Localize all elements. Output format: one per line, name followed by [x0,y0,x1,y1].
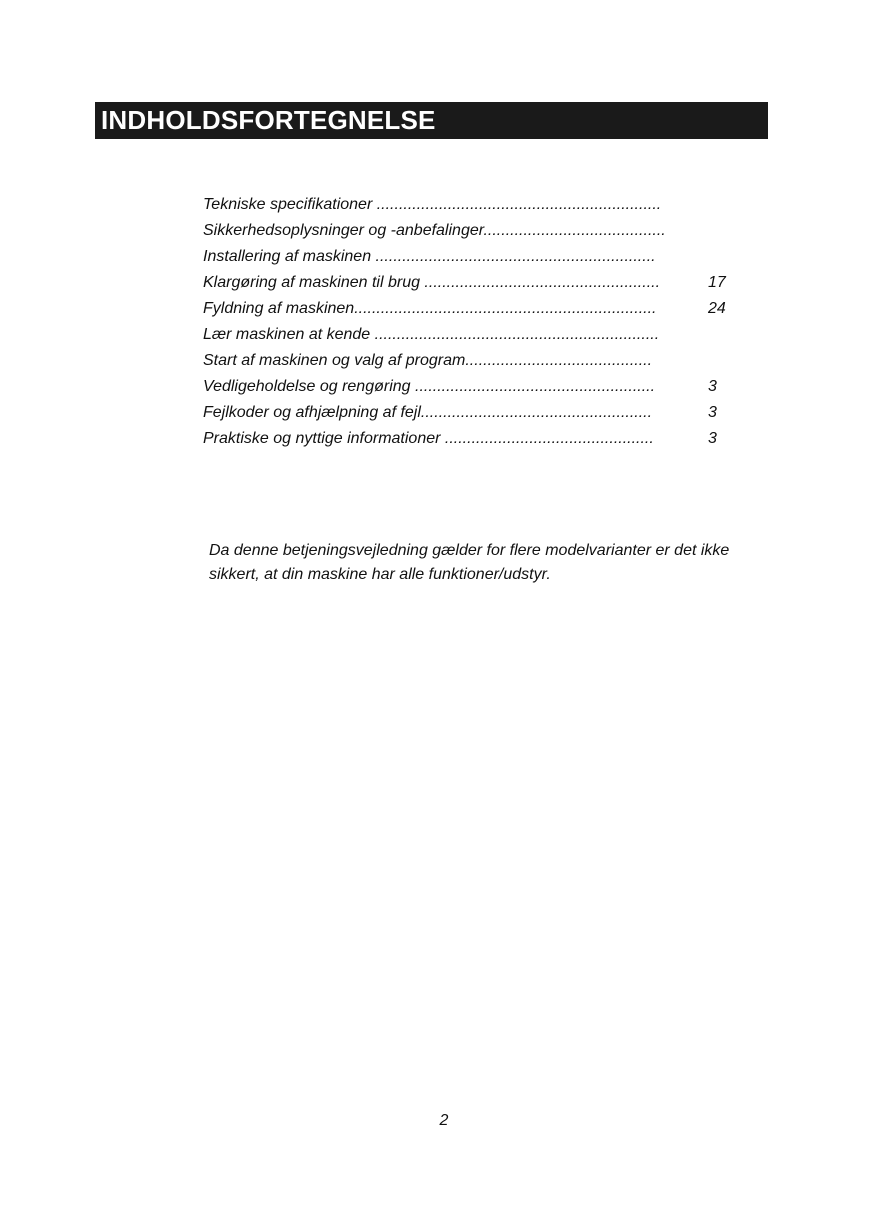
toc-entry[interactable] [203,400,743,426]
toc-entry-text: Tekniske specifikationer ................................................................ [203,196,662,213]
table-of-contents [203,192,743,452]
toc-entry-text: Start af maskinen og valg af program.......................................... [203,352,653,369]
toc-entry-text: Fejlkoder og afhjælpning af fejl.................................................... [203,404,653,421]
toc-entry[interactable] [203,218,743,244]
toc-entry-text: Installering af maskinen ............................................................... [203,248,656,265]
toc-entry-page: 24 [708,300,726,317]
toc-entry[interactable] [203,426,743,452]
toc-entry[interactable] [203,296,743,322]
toc-entry-text: Sikkerhedsoplysninger og -anbefalinger......................................... [203,222,666,239]
toc-entry-text: Klargøring af maskinen til brug ..................................................... [203,274,661,291]
toc-entry-text: Vedligeholdelse og rengøring ...................................................... [203,378,656,395]
page-title: INDHOLDSFORTEGNELSE [95,102,768,139]
model-variant-note: Da denne betjeningsvejledning gælder for flere modelvarianter er det ikke sikkert, at din maskine har alle funktioner/udstyr. [209,542,730,583]
toc-entry[interactable] [203,270,743,296]
toc-entry-text: Lær maskinen at kende ................................................................ [203,326,660,343]
toc-entry[interactable] [203,244,743,270]
toc-entry-page: 3 [708,378,717,395]
toc-entry[interactable] [203,322,743,348]
toc-entry-page: 17 [708,274,726,291]
toc-entry[interactable] [203,192,743,218]
page-number: 2 [439,1112,449,1129]
toc-entry[interactable] [203,374,743,400]
toc-entry-page: 3 [708,430,717,447]
toc-entry[interactable] [203,348,743,374]
toc-entry-text: Fyldning af maskinen.................................................................... [203,300,657,317]
toc-entry-page: 3 [708,404,717,421]
toc-entry-text: Praktiske og nyttige informationer ............................................... [203,430,654,447]
